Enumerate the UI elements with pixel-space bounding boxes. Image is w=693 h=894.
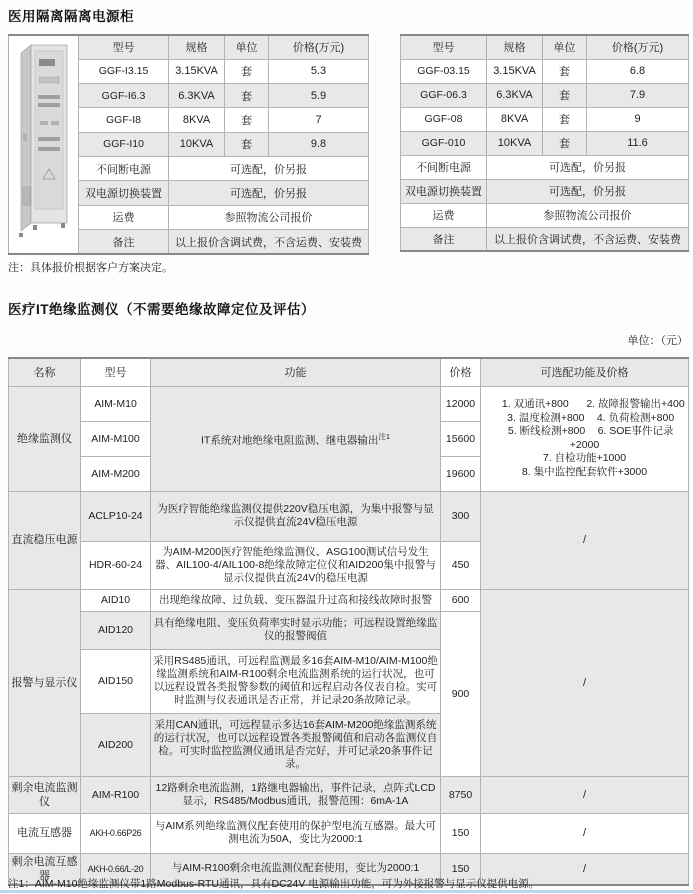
price-cell: 900 [441, 611, 481, 776]
value-cell: 参照物流公司报价 [169, 205, 369, 229]
func-cell: 具有绝缘电阻、变压负荷率实时显示功能；可远程设置绝缘监仪的报警阀值 [151, 611, 441, 649]
spec-cell: 3.15KVA [169, 59, 225, 83]
name-cell: 报警与显示仪 [9, 589, 81, 776]
page-bottom-rule [0, 890, 693, 893]
price-cell: 300 [441, 491, 481, 541]
price-cell: 5.9 [269, 84, 369, 108]
value-cell: 可选配，价另报 [487, 155, 689, 179]
price-cell: 7.9 [587, 83, 689, 107]
model-cell: AKH-0.66/L-20 [81, 853, 151, 885]
options-cell [481, 386, 689, 491]
table-row [401, 107, 689, 131]
spec-cell: 10KVA [487, 131, 543, 155]
model-cell: GGF-I8 [79, 108, 169, 132]
func-cell: 采用RS485通讯，可远程监测最多16套AIM-M10/AIM-M100绝缘监测系统和AIM-R100剩余电流监测系统的运行状况，也可以远程设置各类报警参数的阈值和远程启动各仪表自检。实可时监测与仪表通讯是否正常，并记录20条故障记录。 [151, 649, 441, 713]
model-cell: AID150 [81, 649, 151, 713]
power-cabinet-image [11, 37, 77, 249]
price-cell: 150 [441, 853, 481, 885]
model-cell: AIM-R100 [81, 776, 151, 813]
option-line: 5. 断线检测+800 6. SOE事件记录+2000 [507, 425, 674, 451]
table-row [9, 813, 689, 853]
name-cell: 剩余电流监测仪 [9, 776, 81, 813]
option-line: 1. 双通讯+800 2. 故障报警输出+400 [501, 398, 685, 410]
slash-cell: / [481, 813, 689, 853]
header-cell-price: 价格(万元) [587, 35, 689, 59]
section-title-power-cabinet: 医用隔离隔离电源柜 [8, 9, 134, 24]
label-cell: 不间断电源 [79, 157, 169, 181]
table-row [401, 59, 689, 83]
model-cell: AIM-M10 [81, 386, 151, 421]
model-cell: GGF-03.15 [401, 59, 487, 83]
price-cell: 5.3 [269, 59, 369, 83]
value-cell: 参照物流公司报价 [487, 203, 689, 227]
model-cell: AIM-M100 [81, 421, 151, 456]
model-cell: GGF-06.3 [401, 83, 487, 107]
value-cell: 可选配，价另报 [169, 157, 369, 181]
label-cell: 运费 [401, 203, 487, 227]
func-cell: 为医疗智能绝缘监测仪提供220V稳压电源，为集中报警与显示仪提供直流24V稳压电源 [151, 491, 441, 541]
header-cell-name: 名称 [9, 358, 81, 386]
section-title-it-monitor: 医疗IT绝缘监测仪（不需要绝缘故障定位及评估） [8, 302, 315, 317]
label-cell: 运费 [79, 205, 169, 229]
monitor-price-table [8, 357, 689, 886]
spec-cell: 8KVA [169, 108, 225, 132]
name-cell: 直流稳压电源 [9, 491, 81, 589]
price-cell: 7 [269, 108, 369, 132]
table-row [401, 227, 689, 251]
func-cell: 与AIM系列绝缘监测仪配套使用的保护型电流互感器。最大可测电流为50A，变比为2000:1 [151, 813, 441, 853]
footnote-marker: 注1 [378, 431, 390, 441]
price-cell: 600 [441, 589, 481, 611]
model-cell: AKH-0.66P26 [81, 813, 151, 853]
price-cell: 11.6 [587, 131, 689, 155]
right-price-table [400, 34, 689, 252]
model-cell: AIM-M200 [81, 456, 151, 491]
header-cell-model: 型号 [401, 35, 487, 59]
value-cell: 以上报价含调试费，不含运费、安装费 [169, 230, 369, 254]
model-cell: GGF-I6.3 [79, 84, 169, 108]
price-cell: 6.8 [587, 59, 689, 83]
slash-cell: / [481, 853, 689, 885]
func-cell [151, 386, 441, 491]
unit-cell: 套 [225, 59, 269, 83]
model-cell: HDR-60-24 [81, 541, 151, 589]
table-row [9, 589, 689, 611]
spec-cell: 6.3KVA [169, 84, 225, 108]
price-cell: 150 [441, 813, 481, 853]
header-cell-model: 型号 [79, 35, 169, 59]
table-row [401, 179, 689, 203]
func-cell: 出现绝缘故障、过负载、变压器温升过高和接线故障时报警 [151, 589, 441, 611]
price-cell: 15600 [441, 421, 481, 456]
header-cell-unit: 单位 [225, 35, 269, 59]
model-cell: AID10 [81, 589, 151, 611]
label-cell: 双电源切换装置 [79, 181, 169, 205]
table-row [9, 386, 689, 421]
unit-cell: 套 [543, 131, 587, 155]
unit-cell: 套 [225, 108, 269, 132]
model-cell: ACLP10-24 [81, 491, 151, 541]
header-cell-price: 价格(万元) [269, 35, 369, 59]
price-cell: 9.8 [269, 132, 369, 156]
slash-cell: / [481, 589, 689, 776]
option-line: 8. 集中监控配套软件+3000 [521, 465, 648, 478]
option-line: 3. 温度检测+800 4. 负荷检测+800 [507, 411, 675, 424]
func-cell: 为AIM-M200医疗智能绝缘监测仪、ASG100测试信号发生器、AIL100-4/AIL100-8绝缘故障定位仪和AID200集中报警与显示仪提供直流24V的稳压电源 [151, 541, 441, 589]
unit-label: 单位：（元） [627, 335, 688, 347]
label-cell: 不间断电源 [401, 155, 487, 179]
label-cell: 双电源切换装置 [401, 179, 487, 203]
price-cell: 19600 [441, 456, 481, 491]
model-cell: GGF-08 [401, 107, 487, 131]
value-cell: 以上报价含调试费，不含运费、安装费 [487, 227, 689, 251]
header-cell-func: 功能 [151, 358, 441, 386]
table-row [9, 491, 689, 541]
table-row [401, 203, 689, 227]
price-cell: 450 [441, 541, 481, 589]
label-cell: 备注 [401, 227, 487, 251]
value-cell: 可选配，价另报 [169, 181, 369, 205]
table-row [401, 83, 689, 107]
name-cell: 电流互感器 [9, 813, 81, 853]
model-cell: GGF-010 [401, 131, 487, 155]
func-cell: 采用CAN通讯，可远程显示多达16套AIM-M200绝缘监测系统的运行状况，也可以远程设置各类报警阈值和启动各监测仪自检。可实时监控监测仪通讯是否完好，并可记录20条事件记录。 [151, 713, 441, 776]
model-cell: GGF-I3.15 [79, 59, 169, 83]
price-cell: 12000 [441, 386, 481, 421]
price-cell: 8750 [441, 776, 481, 813]
model-cell: AID120 [81, 611, 151, 649]
note-under-tables: 注：具体报价根据客户方案决定。 [8, 262, 173, 274]
slash-cell: / [481, 776, 689, 813]
header-cell-spec: 规格 [487, 35, 543, 59]
func-cell: 与AIM-R100剩余电流监测仪配套使用，变比为2000:1 [151, 853, 441, 885]
table-row [9, 776, 689, 813]
name-cell: 绝缘监测仪 [9, 386, 81, 491]
cabinet-photo-cell [9, 35, 79, 254]
header-cell-unit: 单位 [543, 35, 587, 59]
unit-cell: 套 [543, 107, 587, 131]
spec-cell: 10KVA [169, 132, 225, 156]
spec-cell: 6.3KVA [487, 83, 543, 107]
spec-cell: 8KVA [487, 107, 543, 131]
header-cell-spec: 规格 [169, 35, 225, 59]
option-line: 7. 自检功能+1000 [542, 452, 627, 464]
header-cell-model: 型号 [81, 358, 151, 386]
func-text: IT系统对地绝缘电阻监测、继电器输出 [200, 434, 379, 447]
name-cell: 剩余电流互感器 [9, 853, 81, 885]
header-cell-options: 可选配功能及价格 [481, 358, 689, 386]
unit-cell: 套 [543, 59, 587, 83]
left-price-table [8, 34, 369, 255]
unit-cell: 套 [225, 132, 269, 156]
unit-cell: 套 [225, 84, 269, 108]
price-cell: 9 [587, 107, 689, 131]
label-cell: 备注 [79, 230, 169, 254]
func-cell: 12路剩余电流监测，1路继电器输出，事件记录，点阵式LCD显示，RS485/Modbus通讯，报警范围：6mA-1A [151, 776, 441, 813]
footnote: 注1：AIM-M10绝缘监测仪带1路Modbus-RTU通讯，具有DC24V 电源输出功能，可为外接报警与显示仪提供电源。 [8, 878, 540, 890]
table-row [401, 131, 689, 155]
model-cell: GGF-I10 [79, 132, 169, 156]
header-cell-price: 价格 [441, 358, 481, 386]
model-cell: AID200 [81, 713, 151, 776]
spec-cell: 3.15KVA [487, 59, 543, 83]
value-cell: 可选配，价另报 [487, 179, 689, 203]
unit-cell: 套 [543, 83, 587, 107]
slash-cell: / [481, 491, 689, 589]
table-row [401, 155, 689, 179]
